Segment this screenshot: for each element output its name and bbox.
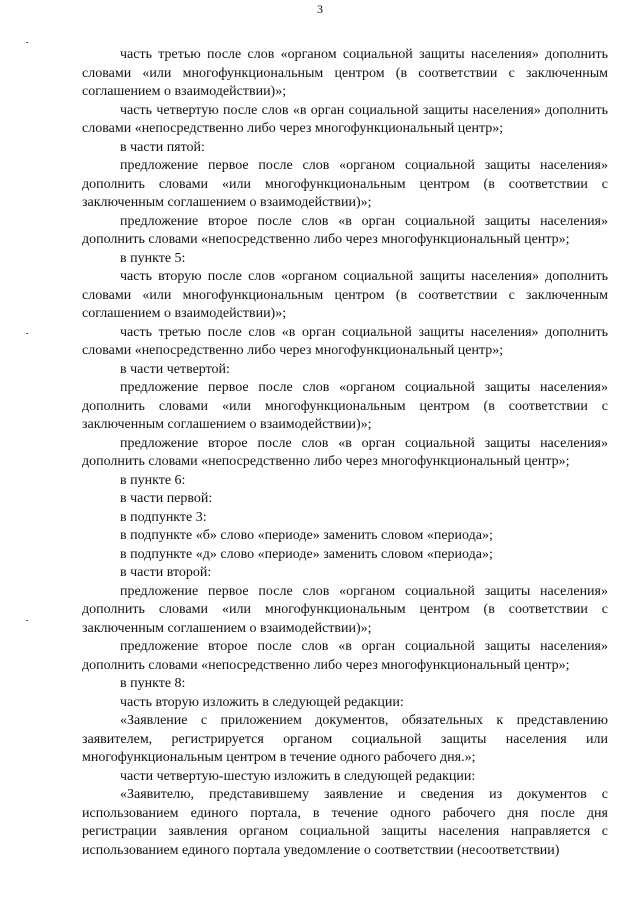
paragraph: часть третью после слов «органом социальной защиты населения» дополнить словами «или многофункциональным центром (в соответствии с заключенным соглашением о взаимодействии)»; — [82, 47, 608, 99]
paragraph: часть вторую изложить в следующей редакции: — [120, 694, 404, 710]
paragraph: в подпункте 3: — [120, 509, 207, 525]
paragraph: в пункте 5: — [120, 250, 186, 266]
paragraph: «Заявителю, представившему заявление и сведения из документов с использованием единого портала, в течение одного рабочего дня после дня регистрации заявления органом социальной защиты населения направляется с использованием единого портала уведомление о соответствии (несоответствии) — [82, 787, 608, 858]
paragraph: в подпункте «д» слово «периоде» заменить словом «периода»; — [120, 546, 493, 562]
margin-mark — [26, 333, 28, 334]
paragraph: в части первой: — [120, 491, 213, 506]
paragraph: часть четвертую после слов «в орган социальной защиты населения» дополнить словами «непосредственно либо через многофункциональный центр»; — [82, 102, 608, 136]
paragraph: часть третью после слов «в орган социальной защиты населения» дополнить словами «непосредственно либо через многофункциональный центр»; — [82, 324, 608, 358]
margin-mark — [26, 620, 28, 621]
paragraph: в части четвертой: — [120, 361, 230, 377]
paragraph: предложение первое после слов «органом социальной защиты населения» дополнить словами «или многофункциональным центром (в соответствии с заключенным соглашением о взаимодействии)»; — [82, 158, 608, 210]
paragraph: в подпункте «б» слово «периоде» заменить словом «периода»; — [120, 528, 493, 543]
paragraph: части четвертую-шестую изложить в следующей редакции: — [120, 768, 476, 784]
page-number: 3 — [317, 2, 323, 16]
paragraph: предложение второе после слов «в орган социальной защиты населения» дополнить словами «непосредственно либо через многофункциональный центр»; — [82, 213, 608, 247]
paragraph: предложение первое после слов «органом социальной защиты населения» дополнить словами «или многофункциональным центром (в соответствии с заключенным соглашением о взаимодействии)»; — [82, 583, 608, 636]
margin-mark — [26, 42, 28, 43]
paragraph: в части второй: — [120, 565, 212, 580]
document-body — [82, 46, 608, 860]
paragraph: «Заявление с приложением документов, обязательных к представлению заявителем, регистрируется органом социальной защиты населения или многофункциональным центром в течение одного рабочего дня.»; — [82, 713, 608, 765]
paragraph: предложение второе после слов «в орган социальной защиты населения» дополнить словами «непосредственно либо через многофункциональный центр»; — [82, 639, 608, 673]
paragraph: предложение первое после слов «органом социальной защиты населения» дополнить словами «или многофункциональным центром (в соответствии с заключенным соглашением о взаимодействии)»; — [82, 380, 608, 432]
paragraph: в пункте 6: — [120, 472, 186, 488]
paragraph: в пункте 8: — [120, 676, 186, 691]
paragraph: предложение второе после слов «в орган социальной защиты населения» дополнить словами «непосредственно либо через многофункциональный центр»; — [82, 435, 608, 469]
paragraph: часть вторую после слов «органом социальной защиты населения» дополнить словами «или многофункциональным центром (в соответствии с заключенным соглашением о взаимодействии)»; — [82, 269, 608, 321]
paragraph: в части пятой: — [120, 139, 205, 155]
